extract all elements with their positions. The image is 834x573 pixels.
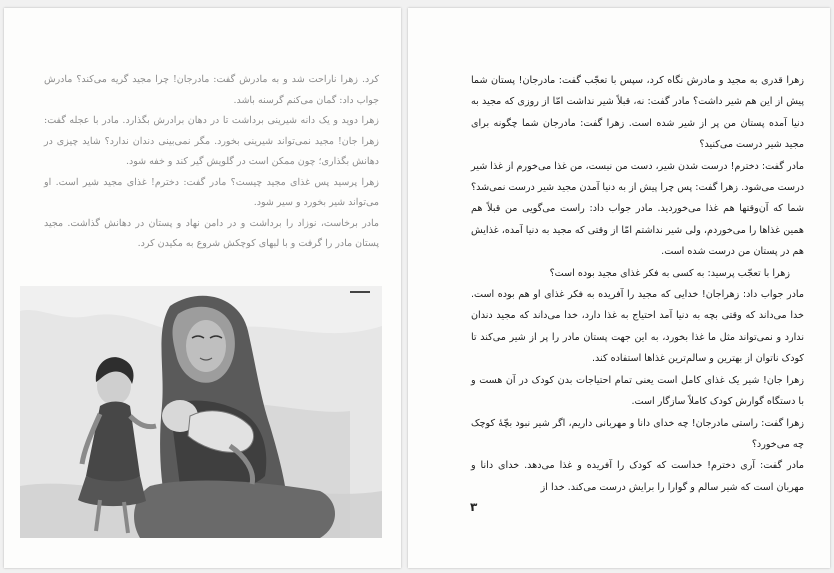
right-page [408,8,830,568]
page-number: ۳ [470,500,478,514]
faded-paragraph: زهرا دوید و یک دانه شیرینی برداشت تا در دهان برادرش بگذارد. مادر با عجله گفت: زهرا جان! مجید نمی‌تواند شیرینی بخورد. مگر نمی‌بینی دندان ندارد؟ شاید چیزی در دهانش بگذاری؛ چون ممکن است در گلویش گیر کند و خفه شود. [44,115,379,167]
left-page [4,8,401,568]
paragraph: زهرا با تعجّب پرسید: به کسی به فکر غذای مجید بوده است؟ [549,267,790,279]
paragraph: زهرا جان! شیر یک غذای کامل است یعنی تمام احتیاجات بدن کودک در آن هست و با دستگاه گوارش کودک کاملاً سازگار است. [471,374,804,408]
faded-paragraph: زهرا پرسید پس غذای مجید چیست؟ مادر گفت: دخترم! غذای مجید شیر است. او می‌تواند شیر بخورد و سیر شود. [44,176,379,208]
faded-text-block [44,70,379,255]
paragraph: زهرا قدری به مجید و مادرش نگاه کرد، سپس با تعجّب گفت: مادرجان! پستان شما پیش از این هم شیر داشت؟ مادر گفت: نه، قبلاً شیر نداشت امّا از روزی که مجید به دنیا آمده پستان من پر از شیر شده است. زهرا گفت: مادرجان شما چگونه برای مجید شیر درست می‌کنید؟ [471,75,804,151]
faded-paragraph: کرد. زهرا ناراحت شد و به مادرش گفت: مادرجان! چرا مجید گریه می‌کند؟ مادرش جواب داد: گمان می‌کنم گرسنه باشد. [44,74,379,106]
faded-paragraph: مادر برخاست، نوزاد را برداشت و در دامن نهاد و پستان در دهانش گذاشت. مجید پستان مادر را گرفت و با لبهای کوچکش شروع به مکیدن کرد. [44,217,379,249]
main-text [471,70,804,498]
paragraph: زهرا گفت: راستی مادرجان! چه خدای دانا و مهربانی داریم، اگر شیر نبود بچّهٔ کوچک چه می‌خورد؟ [471,417,804,450]
paragraph: مادر گفت: دخترم! درست شدن شیر، دست من نیست، من غذا می‌خورم از غذا شیر درست می‌شود. زهرا گفت: پس چرا پیش از به دنیا آمدن مجید شیر درست نمی‌شد؟ شما که آن‌وقتها هم غذا می‌خوردید. مادر جواب داد: راست می‌گویی من قبلاً هم همین غذاها را می‌خوردم، ولی شیر نداشتم امّا از وقتی که مجید به دنیا آمده، غذایش هم در پستان من درست شده است. [471,160,804,258]
mother-nursing-baby-with-girl-illustration [20,286,382,538]
paragraph: مادر جواب داد: زهراجان! خدایی که مجید را آفریده به فکر غذای او هم بوده است. خدا می‌داند که وقتی بچه به دنیا آمد احتیاج به غذا دارد، خدا می‌داند که مجید دندان ندارد و نمی‌تواند مثل ما غذا بخورد، به این جهت پستان مادر را پر از شیر می‌کند تا کودک ناتوان از بهترین و سالم‌ترین غذاها استفاده کند. [471,289,804,365]
paragraph: مادر گفت: آری دخترم! خداست که کودک را آفریده و غذا می‌دهد. خدای دانا و مهربان است که شیر سالم و گوارا را برایش درست می‌کند. خدا از [471,460,804,493]
